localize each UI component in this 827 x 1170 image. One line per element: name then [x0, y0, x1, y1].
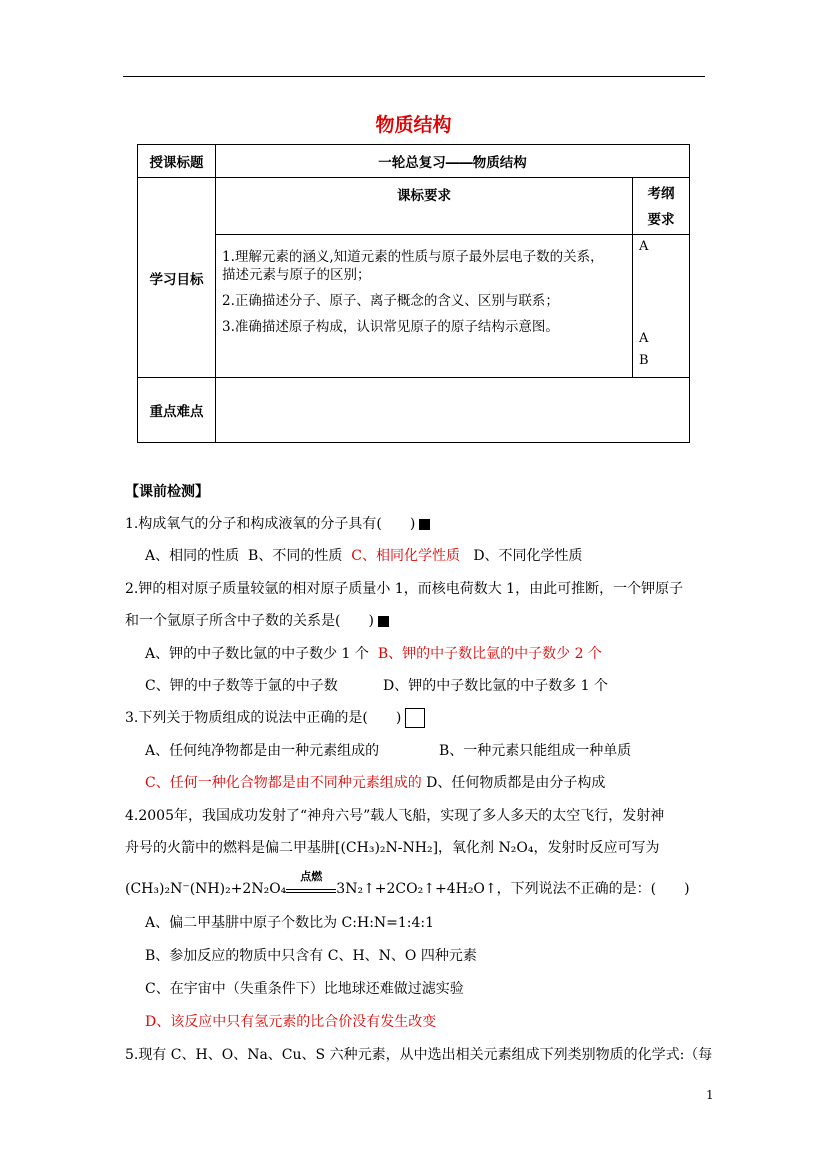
- grade-2: A: [639, 331, 649, 346]
- question-1-options: A、相同的性质 B、不同的性质 C、相同化学性质 D、不同化学性质: [145, 548, 583, 564]
- exam-req-line1: 考纲: [647, 186, 675, 202]
- black-square-icon: [419, 519, 430, 530]
- grade-1: A: [639, 239, 649, 254]
- answer-highlight: B、钾的中子数比氩的中子数少 2 个: [377, 646, 602, 662]
- label-lesson-title: 授课标题: [138, 145, 216, 178]
- label-key-points: 重点难点: [138, 378, 216, 443]
- header-exam-req: [633, 178, 690, 235]
- reaction-condition: 点燃: [286, 881, 336, 893]
- answer-box[interactable]: [405, 708, 425, 728]
- requirements-list: [216, 235, 633, 378]
- table-row: [138, 378, 690, 443]
- grade-3: B: [639, 353, 649, 368]
- question-4-option-c: C、在宇宙中（失重条件下）比地球还难做过滤实验: [145, 981, 464, 997]
- question-4-cont: 舟号的火箭中的燃料是偏二甲基肼[(CH₃)₂N-NH₂]，氧化剂 N₂O₄，发射时反应可写为: [125, 840, 660, 856]
- grades-column: [633, 235, 690, 378]
- question-2-options-row2: C、钾的中子数等于氩的中子数 D、钾的中子数比氩的中子数多 1 个: [145, 678, 609, 694]
- page-number: 1: [706, 1088, 714, 1102]
- requirement-2: 2.正确描述分子、原子、离子概念的含义、区别与联系；: [222, 293, 559, 309]
- question-2-cont: 和一个氩原子所含中子数的关系是( ): [125, 611, 389, 631]
- question-5: 5.现有 C、H、O、Na、Cu、S 六种元素，从中选出相关元素组成下列类别物质的化学式:（每: [125, 1047, 713, 1063]
- question-4-option-d: D、该反应中只有氢元素的比合价没有发生改变: [145, 1014, 437, 1030]
- table-row: [138, 178, 690, 235]
- question-4: 4.2005年，我国成功发射了“神舟六号”载人飞船，实现了多人多天的太空飞行，发射神: [125, 808, 665, 824]
- question-2: 2.钾的相对原子质量较氩的相对原子质量小 1，而核电荷数大 1，由此可推断，一个钾原子: [125, 581, 684, 597]
- lesson-objectives-table: [137, 144, 690, 443]
- question-4-option-b: B、参加反应的物质中只含有 C、H、N、O 四种元素: [145, 948, 477, 964]
- question-3: 3.下列关于物质组成的说法中正确的是( ): [125, 708, 425, 728]
- page-title: 物质结构: [375, 114, 452, 136]
- question-3-options-row1: A、任何纯净物都是由一种元素组成的 B、一种元素只能组成一种单质: [145, 743, 632, 759]
- lesson-title-value: 一轮总复习――物质结构: [216, 145, 690, 178]
- requirement-1: 1.理解元素的涵义,知道元素的性质与原子最外层电子数的关系， 描述元素与原子的区别；: [222, 249, 604, 283]
- answer-highlight: C、任何一种化合物都是由不同种元素组成的: [145, 775, 422, 791]
- table-row: [138, 235, 690, 378]
- question-4-equation: (CH₃)₂N⁻(NH)₂+2N₂O₄ 点燃 3N₂↑+2CO₂↑+4H₂O↑，下列说法不正确的是：( ): [125, 870, 690, 897]
- key-points-value: [216, 378, 690, 443]
- exam-req-line2: 要求: [647, 212, 675, 228]
- header-curriculum-req: 课标要求: [216, 178, 633, 235]
- black-square-icon: [378, 616, 389, 627]
- question-1: 1.构成氧气的分子和构成液氧的分子具有( ): [125, 514, 430, 534]
- table-row: [138, 145, 690, 178]
- question-4-option-a: A、偏二甲基肼中原子个数比为 C:H:N=1:4:1: [145, 915, 435, 931]
- question-3-options-row2: C、任何一种化合物都是由不同种元素组成的 D、任何物质都是由分子构成: [145, 775, 606, 791]
- requirement-3: 3.准确描述原子构成，认识常见原子的原子结构示意图。: [222, 319, 559, 335]
- header-rule: [123, 76, 705, 77]
- label-learning-goals: 学习目标: [138, 178, 216, 378]
- section-heading: 【课前检测】: [125, 484, 209, 500]
- question-2-options-row1: A、钾的中子数比氩的中子数少 1 个 B、钾的中子数比氩的中子数少 2 个: [145, 646, 602, 662]
- answer-highlight: C、相同化学性质: [351, 548, 460, 564]
